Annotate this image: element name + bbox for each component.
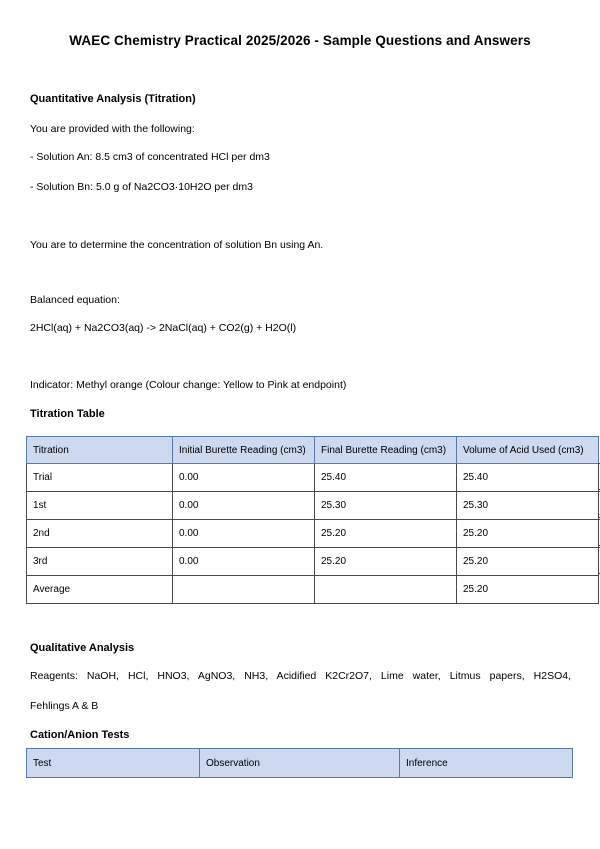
column-header-observation: Observation (200, 749, 400, 778)
reagents-text-line-1: Reagents: NaOH, HCl, HNO3, AgNO3, NH3, Acidified K2Cr2O7, Lime water, Litmus papers, H2SO4, (30, 670, 571, 682)
table-header-row (27, 437, 599, 464)
cell-average-final (315, 576, 457, 604)
solution-an-text: - Solution An: 8.5 cm3 of concentrated HCl per dm3 (30, 151, 270, 163)
cell-average-volume: 25.20 (457, 576, 599, 604)
titration-table (26, 436, 599, 604)
cation-anion-table (26, 748, 573, 778)
cell-volume-used: 25.30 (457, 492, 599, 520)
cell-initial-reading: 0.00 (173, 464, 315, 492)
cell-volume-used: 25.40 (457, 464, 599, 492)
section-heading-cation-anion-tests: Cation/Anion Tests (30, 729, 130, 741)
cell-final-reading: 25.20 (315, 520, 457, 548)
quantitative-intro-text: You are provided with the following: (30, 123, 195, 135)
cell-final-reading: 25.40 (315, 464, 457, 492)
balanced-equation-text: 2HCl(aq) + Na2CO3(aq) -> 2NaCl(aq) + CO2(g) + H2O(l) (30, 322, 297, 334)
table-row-average (27, 576, 599, 604)
cell-titration-label: 1st (27, 492, 173, 520)
cell-average-initial (173, 576, 315, 604)
table-row (27, 548, 599, 576)
column-header-inference: Inference (400, 749, 573, 778)
cell-initial-reading: 0.00 (173, 492, 315, 520)
column-header-initial-burette: Initial Burette Reading (cm3) (173, 437, 315, 464)
column-header-test: Test (27, 749, 200, 778)
task-statement-text: You are to determine the concentration of solution Bn using An. (30, 239, 324, 251)
reagents-text-line-2: Fehlings A & B (30, 700, 99, 712)
cell-titration-label: Trial (27, 464, 173, 492)
solution-bn-text: - Solution Bn: 5.0 g of Na2CO3·10H2O per dm3 (30, 181, 253, 193)
cell-volume-used: 25.20 (457, 520, 599, 548)
table-row (27, 520, 599, 548)
table-row (27, 464, 599, 492)
table-header-row (27, 749, 573, 778)
indicator-text: Indicator: Methyl orange (Colour change: Yellow to Pink at endpoint) (30, 379, 347, 391)
cell-average-label: Average (27, 576, 173, 604)
cell-titration-label: 3rd (27, 548, 173, 576)
column-header-final-burette: Final Burette Reading (cm3) (315, 437, 457, 464)
cell-titration-label: 2nd (27, 520, 173, 548)
cell-initial-reading: 0.00 (173, 520, 315, 548)
cell-final-reading: 25.30 (315, 492, 457, 520)
page-title: WAEC Chemistry Practical 2025/2026 - Sample Questions and Answers (69, 33, 531, 48)
section-heading-titration-table: Titration Table (30, 408, 105, 420)
column-header-titration: Titration (27, 437, 173, 464)
cell-volume-used: 25.20 (457, 548, 599, 576)
section-heading-quantitative: Quantitative Analysis (Titration) (30, 93, 196, 105)
cell-initial-reading: 0.00 (173, 548, 315, 576)
section-heading-qualitative: Qualitative Analysis (30, 642, 135, 654)
cell-final-reading: 25.20 (315, 548, 457, 576)
column-header-volume-acid-used: Volume of Acid Used (cm3) (457, 437, 599, 464)
balanced-equation-label: Balanced equation: (30, 294, 120, 306)
table-row (27, 492, 599, 520)
